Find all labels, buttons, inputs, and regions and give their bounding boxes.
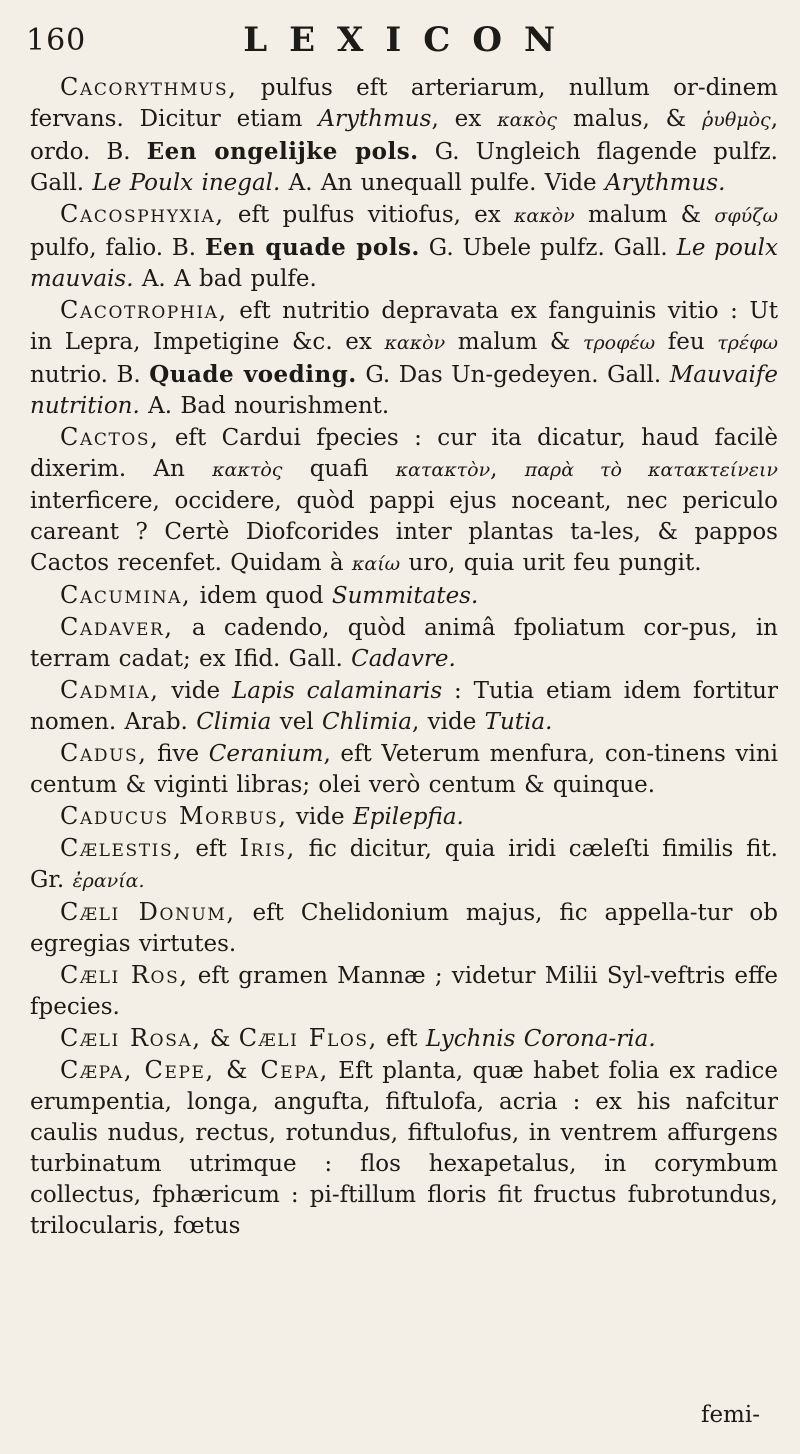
entry-cacosphyxia (30, 199, 778, 295)
entry-text: A. An unequall pulfe. Vide (280, 170, 605, 196)
entry-text: eft Chelidonium majus, fic appella-tur ob egregias virtutes. (30, 900, 779, 957)
italic-term: Chlimia (321, 709, 412, 735)
entry-cacumina (30, 580, 778, 612)
entry-text: : Tutia etiam idem fortitur nomen. Arab. (30, 678, 778, 735)
entry-text: uro, quia urit feu pungit. (400, 550, 702, 576)
entry-text: interficere, occidere, quòd pappi ejus noceant, nec periculo careant ? Certè Diofcorides inter plantas ta-les, & pappos Cactos recenfet. Quidam à (30, 488, 778, 576)
entry-text: pulfo, falio. B. (30, 235, 205, 261)
catchword: femi- (700, 1402, 760, 1428)
headword: Cactos, (60, 423, 160, 451)
entry-text: vide (287, 804, 353, 830)
entry-text: fic dicitur, quia iridi cæleſti fimilis fit. Gr. (30, 836, 778, 893)
headword: Cæli Donum, (60, 898, 236, 926)
headword: Cælestis, (60, 834, 183, 862)
headword: Iris, (239, 834, 296, 862)
entry-text: eft pulfus vitiofus, ex (224, 202, 514, 228)
entry-text: A. A bad pulfe. (133, 266, 317, 292)
greek-term: παρὰ τὸ κατακτείνειν (524, 459, 778, 481)
italic-term: Le Poulx inegal. (92, 170, 281, 196)
greek-term: ἐρανία. (72, 870, 145, 892)
entry-cacorythmus (30, 72, 778, 199)
headword: Cadmia, (60, 676, 160, 704)
entry-caeli-ros (30, 960, 778, 1023)
entry-text: , ordo. B. (30, 106, 778, 165)
entry-text: feu (655, 329, 718, 355)
entry-cactos (30, 422, 778, 580)
entry-cadus (30, 738, 778, 801)
italic-term: Ceranium (208, 741, 324, 767)
headword: Cæli Rosa, (60, 1024, 202, 1052)
greek-term: κακὸς (497, 109, 558, 131)
entry-text: vide (159, 678, 232, 704)
entry-text: idem quod (191, 583, 332, 609)
headword: Caducus Morbus, (60, 802, 288, 830)
entry-text: eft nutritio depravata ex fanguinis vitio : Ut in Lepra, Impetigine &c. ex (30, 298, 778, 355)
entry-text: eft (377, 1026, 426, 1052)
headword: Cadaver, (60, 613, 174, 641)
dictionary-entries (30, 72, 778, 1242)
italic-term: Arythmus (318, 106, 432, 132)
dutch-gloss: Een quade pols. (204, 234, 420, 261)
entry-text: nutrio. B. (30, 362, 150, 388)
italic-term: Lychnis Corona-ria. (425, 1026, 656, 1052)
entry-text: pulfus eft arteriarum, nullum or-dinem fervans. Dicitur etiam (30, 75, 778, 132)
italic-term: Mauvaife nutrition. (30, 362, 778, 419)
entry-text: Eft planta, quæ habet folia ex radice erumpentia, longa, angufta, fiftulofa, acria : ex his nafcitur caulis nudus, rectus, rotundus, fiftulofus, in ventrem affurgens turbinatum utrimque : flos hexapetalus, in corymbum collectus, fphæricum : pi-ftillum floris fit fructus fubrotundus, trilocularis, fœtus (30, 1058, 778, 1239)
headword: Cæli Flos, (238, 1024, 378, 1052)
entry-text: & (201, 1026, 239, 1052)
entry-cadmia (30, 675, 778, 738)
entry-caeli-rosa (30, 1023, 778, 1055)
page-header (26, 16, 774, 64)
greek-term: ῥυθμὸς (702, 109, 771, 131)
headword: Cacosphyxia, (60, 200, 225, 228)
running-head-wrap (86, 16, 734, 64)
entry-text: a cadendo, quòd animâ fpoliatum cor-pus, in terram cadat; ex Ifid. Gall. (30, 615, 778, 672)
entry-text: malus, & (557, 106, 703, 132)
greek-term: κακὸν (513, 205, 575, 227)
greek-term: τροφέω (583, 332, 656, 354)
entry-text: malum & (445, 329, 583, 355)
entry-caducus-morbus (30, 801, 778, 833)
page-number: 160 (26, 22, 87, 58)
entry-text: five (147, 741, 209, 767)
entry-text: quafi (282, 456, 396, 482)
entry-text: eft (182, 836, 240, 862)
entry-text: vel (271, 709, 322, 735)
entry-caelestis (30, 833, 778, 897)
italic-term: Cadavre. (351, 646, 456, 672)
greek-term: κακτὸς (212, 459, 283, 481)
entry-text: , (490, 456, 525, 482)
entry-text: eft gramen Mannæ ; videtur Milii Syl-veftris effe fpecies. (30, 963, 778, 1020)
entry-cacotrophia (30, 295, 778, 422)
italic-term: Le poulx mauvais. (30, 235, 779, 292)
entry-text: G. Das Un-gedeyen. Gall. (356, 362, 670, 388)
italic-term: Arythmus. (604, 170, 726, 196)
entry-text: , eft Veterum menfura, con-tinens vini centum & viginti libras; olei verò centum & quinque. (30, 741, 778, 798)
italic-term: Summitates. (331, 583, 479, 609)
greek-term: σφύζω (714, 205, 778, 227)
headword: Cacumina, (60, 581, 192, 609)
headword: Cæli Ros, (60, 961, 189, 989)
headword: Cacorythmus, (60, 73, 238, 101)
entry-text: eft Cardui fpecies : cur ita dicatur, haud facilè dixerim. An (30, 425, 778, 482)
entry-caepa (30, 1055, 778, 1242)
italic-term: Climia (196, 709, 272, 735)
greek-term: κατακτὸν (395, 459, 491, 481)
entry-text: G. Ubele pulfz. Gall. (419, 235, 677, 261)
greek-term: καίω (351, 553, 401, 575)
greek-term: κακὸν (384, 332, 446, 354)
entry-caeli-donum (30, 897, 778, 960)
headword: Cadus, (60, 739, 148, 767)
entry-cadaver (30, 612, 778, 675)
greek-term: τρέφω (717, 332, 778, 354)
dutch-gloss: Een ongelijke pols. (146, 138, 419, 165)
headword: Cacotrophia, (60, 296, 228, 324)
running-head: LEXICON (243, 20, 578, 60)
italic-term: Tutia. (484, 709, 553, 735)
entry-text: G. Ungleich flagende pulfz. Gall. (30, 139, 778, 196)
italic-term: Epilepfia. (352, 804, 464, 830)
entry-text: , vide (412, 709, 485, 735)
dutch-gloss: Quade voeding. (149, 361, 357, 388)
entry-text: , ex (431, 106, 498, 132)
italic-term: Lapis calaminaris (231, 678, 443, 704)
entry-text: A. Bad nourishment. (139, 393, 390, 419)
entry-text: malum & (574, 202, 715, 228)
headword: Cæpa, Cepe, & Cepa, (60, 1056, 329, 1084)
